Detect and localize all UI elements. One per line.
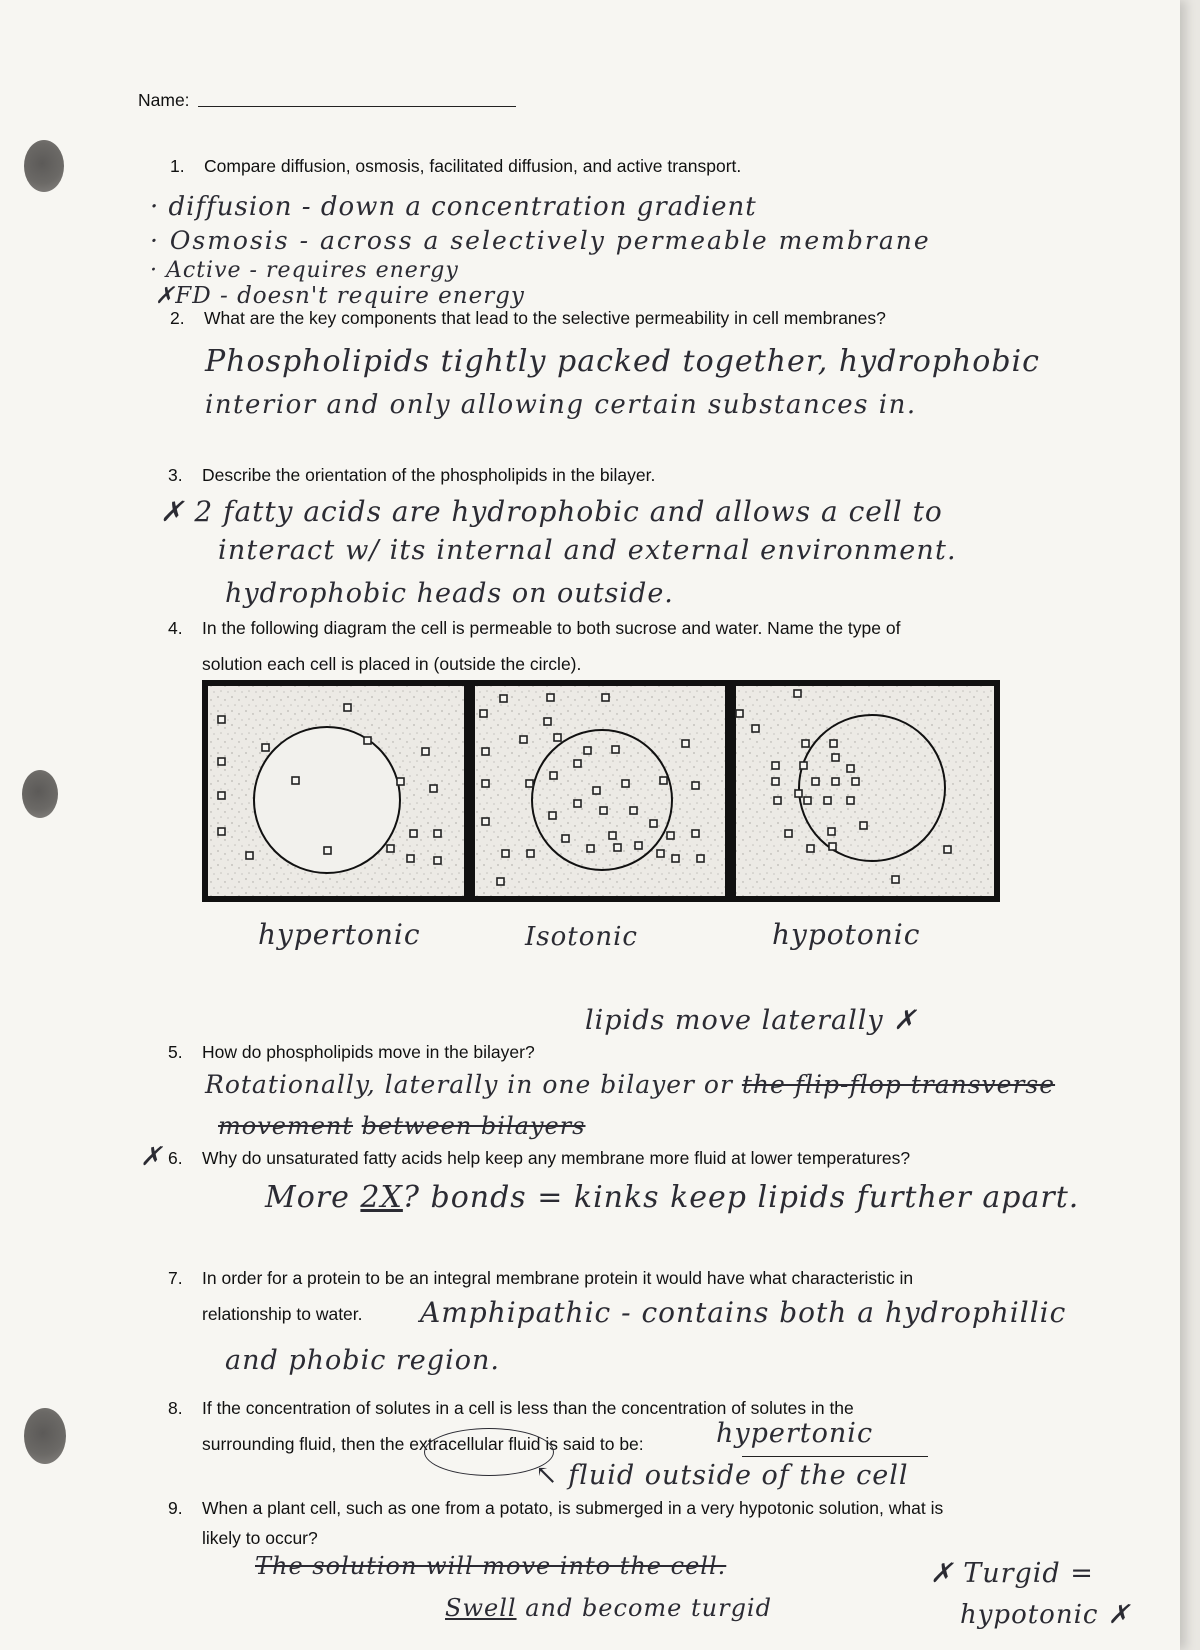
name-label: Name: bbox=[138, 90, 190, 110]
solute-particle bbox=[794, 690, 801, 697]
solute-particle bbox=[430, 785, 437, 792]
solute-particle bbox=[434, 830, 441, 837]
solute-particle bbox=[667, 832, 674, 839]
solute-particle bbox=[830, 740, 837, 747]
solute-particle bbox=[635, 842, 642, 849]
solute-particle bbox=[482, 748, 489, 755]
solute-particle bbox=[847, 765, 854, 772]
answer-3-line-3: hydrophobic heads on outside. bbox=[225, 578, 674, 609]
name-field-line[interactable] bbox=[198, 106, 516, 107]
solute-particle bbox=[500, 695, 507, 702]
solute-particle bbox=[410, 830, 417, 837]
panel-hypertonic bbox=[205, 683, 467, 899]
question-7-line-2: relationship to water. bbox=[202, 1304, 363, 1324]
solute-particle bbox=[600, 807, 607, 814]
solute-particle bbox=[593, 787, 600, 794]
solute-particle bbox=[544, 718, 551, 725]
solute-particle bbox=[602, 694, 609, 701]
solute-particle bbox=[364, 737, 371, 744]
solute-particle bbox=[804, 797, 811, 804]
answer-5-text: Rotationally, laterally in one bilayer or bbox=[205, 1070, 733, 1099]
solute-particle bbox=[682, 740, 689, 747]
question-text: Compare diffusion, osmosis, facilitated diffusion, and active transport. bbox=[204, 156, 742, 176]
solute-particle bbox=[697, 855, 704, 862]
solute-particle bbox=[584, 747, 591, 754]
solute-particle bbox=[622, 780, 629, 787]
solute-particle bbox=[892, 876, 899, 883]
question-1 bbox=[170, 156, 741, 177]
answer-6-blank: 2X bbox=[360, 1180, 403, 1215]
solute-particle bbox=[554, 734, 561, 741]
solute-particle bbox=[482, 818, 489, 825]
solute-particle bbox=[520, 736, 527, 743]
solute-particle bbox=[832, 778, 839, 785]
answer-1-line-1: · diffusion - down a concentration gradient bbox=[150, 192, 757, 222]
solute-particle bbox=[292, 777, 299, 784]
question-text: What are the key components that lead to the selective permeability in cell membranes? bbox=[204, 308, 886, 328]
answer-5-crossed-between: between bilayers bbox=[361, 1112, 586, 1140]
answer-4-cell-3: hypotonic bbox=[772, 918, 921, 951]
question-number: 4. bbox=[168, 618, 183, 638]
answer-6-text: More bbox=[265, 1180, 350, 1215]
solute-particle bbox=[774, 797, 781, 804]
solute-particle bbox=[812, 778, 819, 785]
answer-6-rest: ? bonds = kinks keep lipids further apart. bbox=[402, 1180, 1080, 1215]
question-2 bbox=[170, 308, 886, 329]
answer-2-line-1: Phospholipids tightly packed together, hydrophobic bbox=[205, 344, 1040, 379]
answer-9-note-1: ✗ Turgid = bbox=[930, 1558, 1094, 1589]
solute-particle bbox=[772, 762, 779, 769]
solute-particle bbox=[480, 710, 487, 717]
question-text-line-1: In the following diagram the cell is permeable to both sucrose and water. Name the type of bbox=[202, 618, 901, 638]
answer-9-note-2: hypotonic ✗ bbox=[960, 1600, 1131, 1630]
solute-particle bbox=[650, 820, 657, 827]
question-9 bbox=[168, 1498, 943, 1519]
solute-particle bbox=[397, 778, 404, 785]
solute-particle bbox=[218, 828, 225, 835]
question-4 bbox=[168, 618, 900, 639]
solute-particle bbox=[807, 845, 814, 852]
solute-particle bbox=[562, 835, 569, 842]
question-text-line-1: When a plant cell, such as one from a potato, is submerged in a very hypotonic solution, what is bbox=[202, 1498, 944, 1518]
answer-5-line-2 bbox=[218, 1112, 586, 1140]
solute-particle bbox=[612, 746, 619, 753]
solute-particle bbox=[527, 850, 534, 857]
solute-particle bbox=[614, 844, 621, 851]
solute-particle bbox=[497, 878, 504, 885]
solute-particle bbox=[802, 740, 809, 747]
answer-6-line bbox=[265, 1180, 1079, 1215]
solute-particle bbox=[852, 778, 859, 785]
solute-particle bbox=[502, 850, 509, 857]
question-7 bbox=[168, 1268, 913, 1289]
answer-4-cell-2: Isotonic bbox=[525, 922, 638, 952]
answer-5-note: lipids move laterally ✗ bbox=[585, 1005, 917, 1036]
panel-hypotonic bbox=[733, 683, 997, 899]
solute-particle bbox=[832, 754, 839, 761]
answer-4-cell-1: hypertonic bbox=[258, 918, 421, 951]
solute-particle bbox=[944, 846, 951, 853]
answer-1-line-3: · Active - requires energy bbox=[150, 258, 459, 283]
solute-particle bbox=[828, 828, 835, 835]
answer-8-note: ↖ fluid outside of the cell bbox=[535, 1460, 909, 1491]
solute-particle bbox=[246, 852, 253, 859]
solute-particle bbox=[526, 780, 533, 787]
solute-particle bbox=[574, 760, 581, 767]
answer-7-line-1: Amphipathic - contains both a hydrophillic bbox=[420, 1296, 1067, 1329]
question-number: 1. bbox=[170, 156, 185, 176]
solute-particle bbox=[772, 778, 779, 785]
question-number: 2. bbox=[170, 308, 185, 328]
question-text-line-1: If the concentration of solutes in a cell is less than the concentration of solutes in the bbox=[202, 1398, 854, 1418]
question-5 bbox=[168, 1042, 535, 1063]
question-number: 6. bbox=[168, 1148, 183, 1168]
solute-particle bbox=[324, 847, 331, 854]
question-9-line-2: likely to occur? bbox=[202, 1528, 318, 1548]
answer-8-line[interactable] bbox=[742, 1456, 928, 1457]
question-text: Describe the orientation of the phospholipids in the bilayer. bbox=[202, 465, 656, 485]
solute-particle bbox=[785, 830, 792, 837]
question-6 bbox=[168, 1148, 910, 1169]
question-4-line-2: solution each cell is placed in (outside the circle). bbox=[202, 654, 582, 674]
question-8 bbox=[168, 1398, 854, 1419]
solute-particle bbox=[344, 704, 351, 711]
solute-particle bbox=[800, 762, 807, 769]
solute-particle bbox=[795, 790, 802, 797]
solute-particle bbox=[262, 744, 269, 751]
solute-particle bbox=[547, 694, 554, 701]
solute-particle bbox=[672, 855, 679, 862]
solute-particle bbox=[218, 716, 225, 723]
question-number: 7. bbox=[168, 1268, 183, 1288]
answer-9-line bbox=[445, 1594, 772, 1622]
answer-5-crossed-movement: movement bbox=[218, 1112, 354, 1140]
solute-particle bbox=[829, 843, 836, 850]
solute-particle bbox=[660, 777, 667, 784]
answer-2-line-2: interior and only allowing certain substances in. bbox=[205, 390, 917, 420]
solute-particle bbox=[752, 725, 759, 732]
solute-particle bbox=[550, 772, 557, 779]
question-number: 8. bbox=[168, 1398, 183, 1418]
question-number: 3. bbox=[168, 465, 183, 485]
solute-particle bbox=[549, 812, 556, 819]
solute-particle bbox=[824, 797, 831, 804]
solute-particle bbox=[692, 782, 699, 789]
solute-particle bbox=[692, 830, 699, 837]
answer-9-rest: and become turgid bbox=[525, 1594, 772, 1622]
solute-particle bbox=[657, 850, 664, 857]
solute-particle bbox=[860, 822, 867, 829]
solute-particle bbox=[482, 780, 489, 787]
solute-particle bbox=[587, 845, 594, 852]
answer-9-swell: Swell bbox=[445, 1594, 517, 1622]
answer-3-line-2: interact w/ its internal and external environment. bbox=[218, 535, 957, 566]
question-text: How do phospholipids move in the bilayer? bbox=[202, 1042, 535, 1062]
solute-particle bbox=[847, 797, 854, 804]
punch-hole-bottom bbox=[24, 1408, 66, 1464]
answer-5-crossed-text: the flip-flop transverse bbox=[741, 1070, 1056, 1099]
answer-6-mark: ✗ bbox=[140, 1142, 163, 1172]
punch-hole-middle bbox=[22, 770, 58, 818]
question-text-line-1: In order for a protein to be an integral membrane protein it would have what characteristic in bbox=[202, 1268, 914, 1288]
solute-particle bbox=[630, 807, 637, 814]
question-3 bbox=[168, 465, 655, 486]
solute-particle bbox=[407, 855, 414, 862]
answer-5-line-1 bbox=[205, 1070, 1055, 1099]
answer-1-line-4: ✗FD - doesn't require energy bbox=[155, 283, 525, 309]
solute-particle bbox=[218, 758, 225, 765]
answer-8-answer: hypertonic bbox=[716, 1418, 874, 1449]
solute-particle bbox=[736, 710, 743, 717]
answer-9-crossed-line: The solution will move into the cell. bbox=[255, 1552, 727, 1580]
answer-7-line-2: and phobic region. bbox=[225, 1345, 500, 1376]
question-number: 9. bbox=[168, 1498, 183, 1518]
question-text: Why do unsaturated fatty acids help keep any membrane more fluid at lower temperatures? bbox=[202, 1148, 911, 1168]
solute-particle bbox=[218, 792, 225, 799]
answer-3-line-1: ✗ 2 fatty acids are hydrophobic and allows a cell to bbox=[160, 495, 943, 528]
solute-particle bbox=[422, 748, 429, 755]
solute-particle bbox=[387, 845, 394, 852]
solute-particle bbox=[609, 832, 616, 839]
question-number: 5. bbox=[168, 1042, 183, 1062]
solute-particle bbox=[574, 800, 581, 807]
question-8-line-2: surrounding fluid, then the extracellular fluid is said to be: bbox=[202, 1434, 644, 1454]
answer-1-line-2: · Osmosis - across a selectively permeable membrane bbox=[150, 226, 931, 255]
osmosis-diagram bbox=[202, 680, 1000, 902]
punch-hole-top bbox=[24, 140, 64, 192]
solute-particle bbox=[434, 857, 441, 864]
